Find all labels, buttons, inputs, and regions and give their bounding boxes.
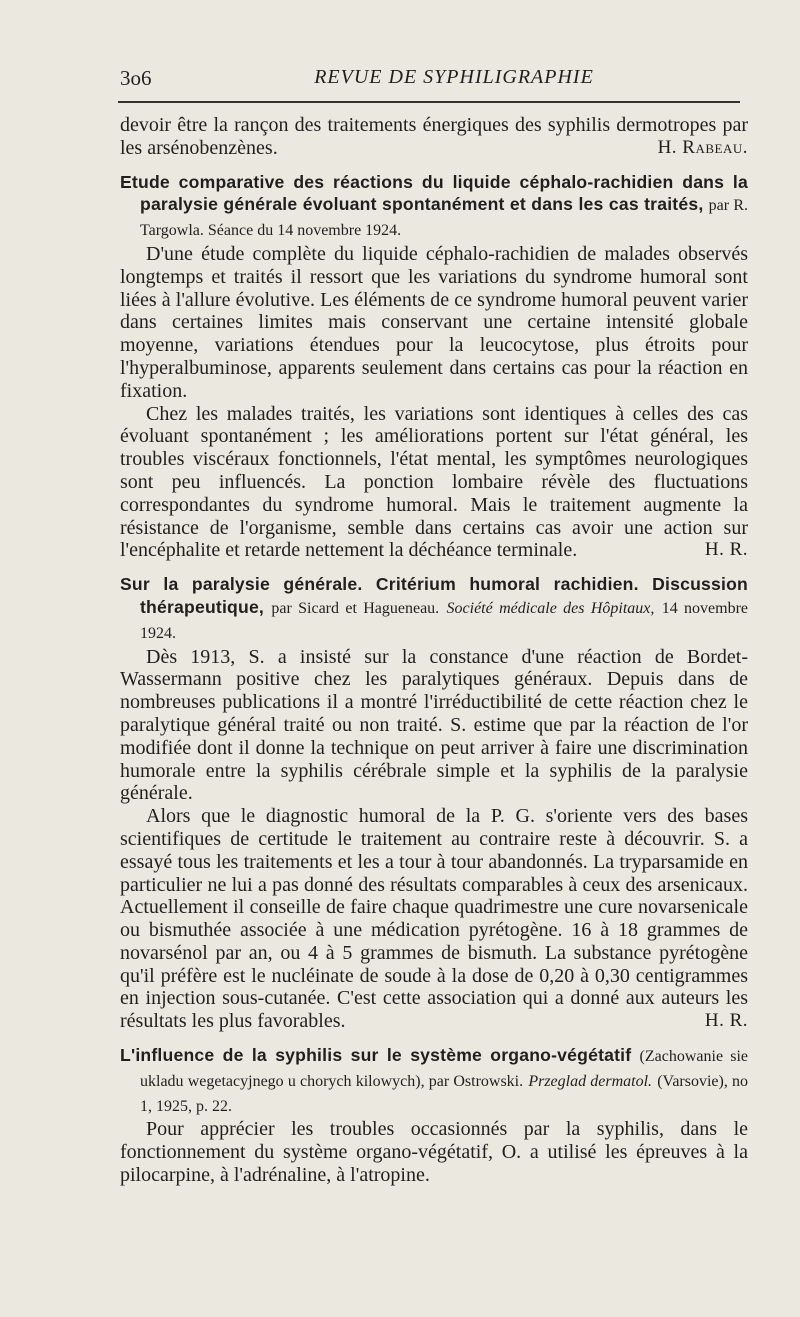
article-sicard-hagueneau [120, 573, 748, 1033]
article-paragraph: Pour apprécier les troubles occasionnés par la syphilis, dans le fonctionnement du système organo-végétatif, O. a utilisé les épreuves à la pilocarpine, à l'adrénaline, à l'atropine. [120, 1118, 748, 1187]
article-paragraph-text: Alors que le diagnostic humoral de la P. G. s'oriente vers des bases scientifiques de certitude le traitement au contraire reste à découvrir. S. a essayé tous les traitements et les a tour à tour abandonnés. La tryparsamide en particulier ne lui a pas donné des résultats comparables à ceux des arsenicaux. Actuellement il conseille de faire chaque quadrimestre une cure novarsenicale ou bismuthée associée à une médication pyrétogène. 16 à 18 grammes de novarsénol par an, ou 4 à 5 grammes de bismuth. La substance pyrétogène qu'il préfère est le nucléinate de soude à la dose de 0,20 à 0,30 centigrammes en injection sous-cutanée. C'est cette association qui a donné aux auteurs les résultats les plus favorables. [120, 805, 748, 1033]
article-title: Etude comparative des réactions du liquide céphalo-rachidien dans la paralysie générale évoluant spontanément et dans les cas traités, [120, 171, 748, 215]
article-heading [120, 171, 748, 243]
article-meta-journal: Przeglad dermatol. [528, 1072, 653, 1090]
article-paragraph-text: Chez les malades traités, les variations sont identiques à celles des cas évoluant spontanément ; les améliorations portent sur l'état général, les troubles viscéraux fonctionnels, l'état mental, les symptômes neurologiques sont peu influencés. La ponction lombaire révèle des fluctuations correspondantes du syndrome humoral. Mais le traitement augmente la résistance de l'organisme, semble dans certains cas avoir une action sur l'encéphalite et retarde nettement la déchéance terminale. [120, 402, 748, 562]
article-ostrowski [120, 1044, 748, 1187]
continuation-paragraph [120, 114, 748, 160]
signature: H. R. [704, 539, 748, 561]
article-meta-authors: par Sicard et Hagueneau. [271, 599, 440, 617]
running-title: REVUE DE SYPHILIGRAPHIE [314, 66, 594, 88]
page-body [120, 114, 748, 1187]
article-heading [120, 1044, 748, 1118]
header-rule [118, 101, 740, 103]
signature: H. R. [704, 1010, 748, 1032]
article-paragraph: Dès 1913, S. a insisté sur la constance d'une réaction de Bordet-Wassermann positive chez les paralytiques généraux. Depuis dans de nombreuses publications il a montré l'irréductibilité de cette réaction chez le paralytique général traité ou non traité. S. estime que par la réaction de l'or modifiée dont il donne la technique on peut arriver à faire une discrimination humorale entre la syphilis cérébrale simple et la syphilis de la paralysie générale. [120, 645, 748, 805]
article-meta-journal: Société médicale des Hôpitaux, [446, 599, 655, 617]
article-title: Sur la paralysie générale. Critérium humoral rachidien. Discussion thérapeutique, [120, 574, 748, 617]
article-heading [120, 573, 748, 645]
article-targowla [120, 171, 748, 563]
article-meta-authors: (Zachowanie sie ukladu wegetacyjnego u chorych kilowych), par Ostrowski. [140, 1048, 749, 1090]
article-meta-date: 14 novembre 1924. [140, 599, 749, 642]
continuation-text: devoir être la rançon des traitements énergiques des syphilis dermotropes par les arsénobenzènes. [120, 114, 748, 159]
page-header [120, 66, 748, 96]
article-title: L'influence de la syphilis sur le système organo-végétatif [120, 1045, 632, 1066]
article-paragraph: D'une étude complète du liquide céphalo-rachidien de malades observés longtemps et traités il ressort que les variations du syndrome humoral sont liées à l'allure évolutive. Les éléments de ce syndrome humoral peuvent varier dans certaines limites mais conservant une certaine intensité globale moyenne, variations étendues pour la leucocytose, plus étroits pour l'hyperalbuminose, apparents seulement dans certains cas pour la réaction en fixation. [120, 242, 748, 402]
article-paragraph [120, 805, 748, 1033]
signature: H. Rabeau. [657, 136, 748, 158]
article-paragraph [120, 403, 748, 563]
article-meta-issue: (Varsovie), no 1, 1925, p. 22. [140, 1072, 749, 1115]
article-meta: par R. Targowla. Séance du 14 novembre 1924. [140, 197, 748, 240]
continuation-block [120, 114, 748, 160]
page-number: 3o6 [120, 66, 152, 90]
